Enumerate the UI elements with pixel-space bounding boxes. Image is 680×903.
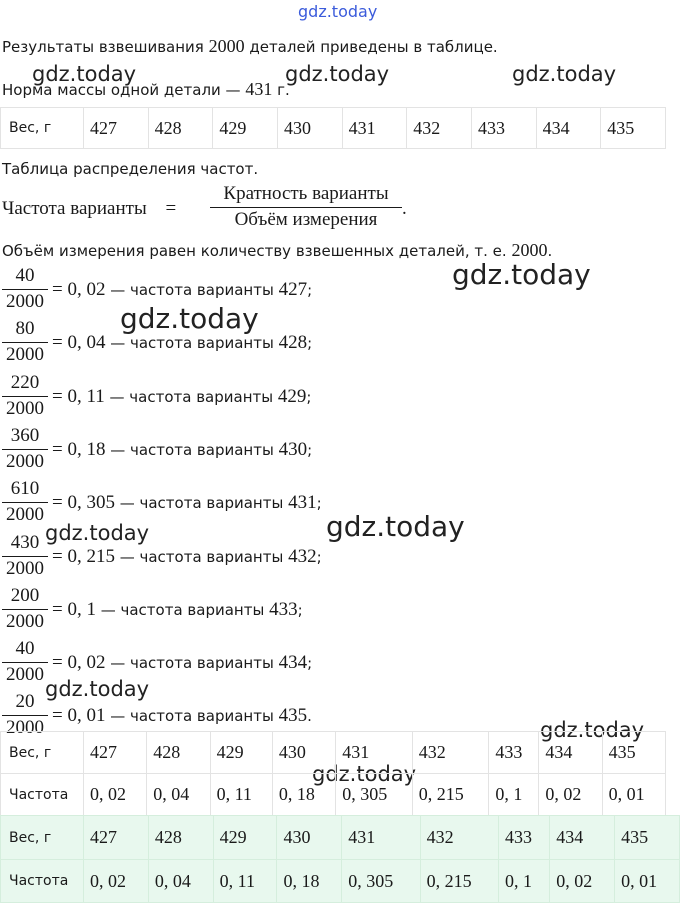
fraction-denominator: 2000 — [6, 611, 44, 632]
table-cell-weight: 434 — [550, 816, 615, 860]
fraction-denominator: 2000 — [6, 504, 44, 525]
fraction — [2, 265, 48, 313]
intro-line-1: Результаты взвешивания 2000 деталей приведены в таблице. — [2, 36, 498, 56]
table-cell-weight: 433 — [499, 816, 550, 860]
frequency-result-line — [52, 279, 312, 301]
fraction — [2, 478, 48, 526]
line-end: ; — [307, 654, 313, 672]
fraction — [2, 585, 48, 633]
frequency-value: = 0, 02 — [52, 652, 106, 673]
fraction-numerator: 20 — [15, 691, 35, 712]
intro-line-2: Норма массы одной детали — 431 г. — [2, 79, 290, 99]
table-cell-frequency: 0, 215 — [420, 860, 498, 903]
frequency-result-line — [52, 546, 322, 568]
table-cell-weight: 434 — [539, 732, 602, 774]
frequency-result-line — [52, 332, 312, 354]
frequency-value: = 0, 305 — [52, 492, 115, 513]
line-end: . — [307, 707, 312, 725]
table-cell-weight: 430 — [277, 816, 342, 860]
table-cell-weight: 427 — [84, 732, 147, 774]
fraction-numerator: 610 — [10, 478, 40, 499]
fraction-numerator: 40 — [15, 265, 35, 286]
table-header-frequency: Частота — [1, 860, 84, 903]
line-end: ; — [306, 388, 312, 406]
table-cell-weight: 435 — [601, 108, 666, 149]
formula-numerator: Кратность варианты — [223, 183, 389, 204]
table-cell-frequency: 0, 04 — [148, 860, 213, 903]
formula-dot: . — [402, 198, 407, 219]
table-header-frequency: Частота — [1, 774, 84, 816]
fraction-numerator: 200 — [10, 585, 40, 606]
table-cell-frequency: 0, 305 — [336, 774, 413, 816]
formula-denominator: Объём измерения — [234, 209, 378, 230]
fraction-denominator: 2000 — [6, 664, 44, 685]
frequency-result-line — [52, 599, 303, 621]
volume-line: Объём измерения равен количеству взвешенных деталей, т. е. 2000. — [2, 240, 553, 260]
table-cell-weight: 428 — [147, 732, 210, 774]
watermark: gdz.today — [120, 302, 259, 335]
watermark: gdz.today — [452, 258, 591, 291]
table-cell-frequency: 0, 18 — [277, 860, 342, 903]
table-cell-weight: 432 — [407, 108, 472, 149]
weights-table — [0, 107, 666, 149]
fraction-denominator: 2000 — [6, 398, 44, 419]
fraction-numerator: 220 — [10, 372, 40, 393]
watermark: gdz.today — [285, 62, 390, 86]
fraction-numerator: 360 — [10, 425, 40, 446]
table-cell-frequency: 0, 01 — [615, 860, 680, 903]
line-end: ; — [316, 548, 322, 566]
fraction-numerator: 430 — [10, 532, 40, 553]
table-cell-frequency: 0, 04 — [147, 774, 210, 816]
fraction — [2, 532, 48, 580]
frequency-result-line — [52, 705, 312, 727]
fraction-denominator: 2000 — [6, 717, 44, 738]
frequency-value: = 0, 11 — [52, 386, 105, 407]
frequency-label: — частота варианты — [105, 334, 279, 352]
fraction-bar — [2, 715, 48, 716]
line-end: ; — [297, 601, 303, 619]
frequency-label: — частота варианты — [104, 388, 278, 406]
frequency-label: — частота варианты — [105, 654, 279, 672]
table-cell-weight: 427 — [84, 816, 149, 860]
fraction-denominator: 2000 — [6, 558, 44, 579]
watermark: gdz.today — [45, 521, 150, 545]
frequency-table-highlighted — [0, 815, 680, 903]
variant-weight: 435 — [278, 705, 308, 726]
fraction-bar — [2, 289, 48, 290]
fraction — [2, 638, 48, 686]
table-cell-frequency: 0, 02 — [550, 860, 615, 903]
freq-table-title: Таблица распределения частот. — [2, 160, 259, 178]
variant-weight: 434 — [278, 652, 308, 673]
fraction-bar — [2, 449, 48, 450]
table-cell-frequency: 0, 01 — [602, 774, 665, 816]
fraction — [2, 372, 48, 420]
frequency-value: = 0, 215 — [52, 546, 115, 567]
frequency-label: — частота варианты — [105, 441, 279, 459]
line-end: ; — [307, 334, 313, 352]
fraction-bar — [2, 556, 48, 557]
variant-weight: 431 — [288, 492, 317, 513]
frequency-value: = 0, 1 — [52, 599, 96, 620]
table-header-weight: Вес, г — [1, 816, 84, 860]
table-cell-frequency: 0, 02 — [539, 774, 602, 816]
watermark: gdz.today — [45, 677, 150, 701]
variant-weight: 433 — [269, 599, 298, 620]
frequency-label: — частота варианты — [105, 707, 279, 725]
table-cell-frequency: 0, 02 — [84, 860, 149, 903]
variant-weight: 429 — [277, 386, 307, 407]
formula-fraction — [210, 183, 402, 231]
frequency-value: = 0, 04 — [52, 332, 106, 353]
variant-weight: 428 — [278, 332, 308, 353]
watermark: gdz.today — [298, 2, 378, 21]
fraction-bar — [2, 502, 48, 503]
table-cell-frequency: 0, 1 — [489, 774, 539, 816]
table-cell-weight: 432 — [420, 816, 498, 860]
table-cell-weight: 430 — [277, 108, 342, 149]
watermark: gdz.today — [312, 762, 417, 786]
watermark: gdz.today — [326, 510, 465, 543]
watermark: gdz.today — [512, 62, 617, 86]
frequency-value: = 0, 01 — [52, 705, 106, 726]
table-cell-weight: 431 — [342, 108, 407, 149]
table-cell-weight: 434 — [536, 108, 601, 149]
watermark: gdz.today — [32, 62, 137, 86]
fraction-bar — [2, 662, 48, 663]
table-cell-frequency: 0, 11 — [213, 860, 277, 903]
variant-weight: 427 — [278, 279, 308, 300]
frequency-result-line — [52, 652, 312, 674]
table-cell-frequency: 0, 11 — [210, 774, 272, 816]
table-header-weight: Вес, г — [1, 108, 84, 149]
fraction-denominator: 2000 — [6, 291, 44, 312]
frequency-result-line — [52, 492, 322, 514]
variant-weight: 432 — [288, 546, 317, 567]
frequency-result-line — [52, 386, 311, 408]
table-cell-weight: 433 — [471, 108, 536, 149]
table-cell-frequency: 0, 305 — [342, 860, 420, 903]
frequency-label: — частота варианты — [105, 281, 279, 299]
frequency-result-line — [52, 439, 312, 461]
table-cell-weight: 431 — [342, 816, 420, 860]
table-cell-frequency: 0, 1 — [499, 860, 550, 903]
table-cell-weight: 431 — [336, 732, 413, 774]
table-cell-weight: 428 — [148, 108, 213, 149]
table-cell-weight: 432 — [412, 732, 489, 774]
table-cell-weight: 430 — [272, 732, 335, 774]
fraction-denominator: 2000 — [6, 344, 44, 365]
table-cell-weight: 429 — [213, 108, 278, 149]
frequency-value: = 0, 02 — [52, 279, 106, 300]
watermark: gdz.today — [540, 718, 645, 742]
table-cell-frequency: 0, 215 — [412, 774, 489, 816]
formula-lhs: Частота варианты = — [2, 198, 177, 219]
frequency-value: = 0, 18 — [52, 439, 106, 460]
table-cell-frequency: 0, 18 — [272, 774, 335, 816]
table-cell-weight: 429 — [213, 816, 277, 860]
fraction-bar — [2, 396, 48, 397]
fraction-denominator: 2000 — [6, 451, 44, 472]
line-end: ; — [316, 494, 322, 512]
line-end: ; — [307, 281, 313, 299]
table-header-weight: Вес, г — [1, 732, 84, 774]
line-end: ; — [307, 441, 313, 459]
frequency-label: — частота варианты — [114, 548, 289, 566]
table-cell-weight: 435 — [602, 732, 665, 774]
fraction-numerator: 80 — [15, 318, 35, 339]
table-cell-weight: 428 — [148, 816, 213, 860]
fraction — [2, 318, 48, 366]
fraction-bar — [2, 342, 48, 343]
frequency-table — [0, 731, 666, 816]
fraction-numerator: 40 — [15, 638, 35, 659]
frequency-label: — частота варианты — [95, 601, 270, 619]
table-cell-frequency: 0, 02 — [84, 774, 147, 816]
fraction-bar — [2, 609, 48, 610]
fraction-bar — [210, 207, 402, 208]
table-cell-weight: 433 — [489, 732, 539, 774]
table-cell-weight: 435 — [615, 816, 680, 860]
table-cell-weight: 429 — [210, 732, 272, 774]
fraction — [2, 425, 48, 473]
variant-weight: 430 — [278, 439, 308, 460]
frequency-label: — частота варианты — [114, 494, 289, 512]
table-cell-weight: 427 — [84, 108, 149, 149]
